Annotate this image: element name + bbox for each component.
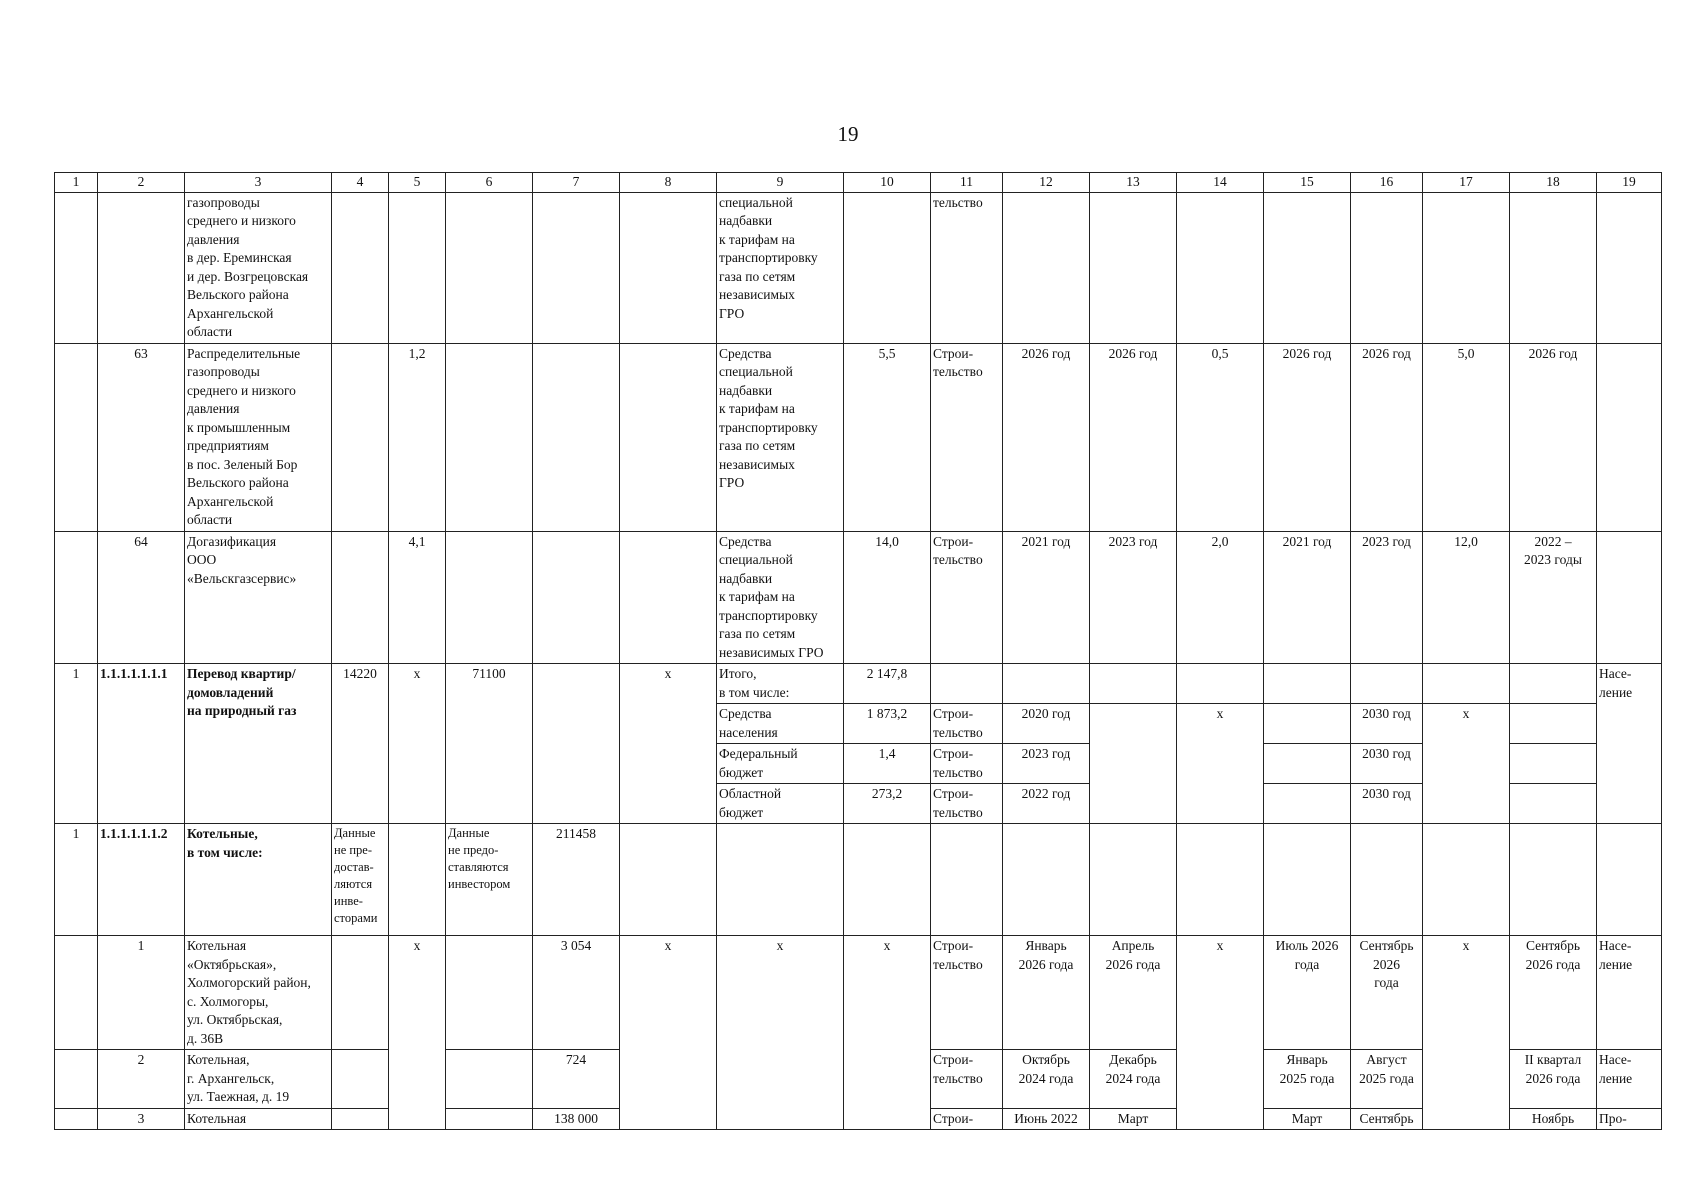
section-code-cell: 1.1.1.1.1.1.2 xyxy=(98,824,185,936)
cell xyxy=(1510,744,1597,784)
object-name-cell: Догазификация ООО «Вельскгазсервис» xyxy=(185,531,332,664)
cell xyxy=(332,192,389,343)
cell xyxy=(1510,784,1597,824)
column-number: 19 xyxy=(1597,173,1662,193)
cell xyxy=(1510,704,1597,744)
cell xyxy=(55,192,98,343)
row-number-cell: 1 xyxy=(98,936,185,1050)
amount-cell: 1 873,2 xyxy=(844,704,931,744)
cell xyxy=(1597,343,1662,531)
date-cell: Сентябрь xyxy=(1351,1108,1423,1130)
column-number: 12 xyxy=(1003,173,1090,193)
cell xyxy=(1177,664,1264,704)
work-type-cell: Строи- тельство xyxy=(931,936,1003,1050)
funding-source-cell: Средства специальной надбавки к тарифам на транспортировку газа по сетям независимых ГРО xyxy=(717,531,844,664)
work-type-cell: Строи- тельство xyxy=(931,343,1003,531)
cell xyxy=(931,824,1003,936)
column-number: 17 xyxy=(1423,173,1510,193)
end-date-cell: Март xyxy=(1090,1108,1177,1130)
cell xyxy=(446,343,533,531)
value-cell: х xyxy=(1177,704,1264,824)
cell xyxy=(1264,824,1351,936)
value-cell: 0,5 xyxy=(1177,343,1264,531)
column-number: 8 xyxy=(620,173,717,193)
cell xyxy=(931,664,1003,704)
beneficiary-cell: Насе- ление xyxy=(1597,1050,1662,1109)
table-row xyxy=(55,936,1662,1050)
date-cell: Август 2025 года xyxy=(1351,1050,1423,1109)
date-cell: 2030 год xyxy=(1351,744,1423,784)
column-number: 3 xyxy=(185,173,332,193)
section-title-cell: Перевод квартир/ домовладений на природный газ xyxy=(185,664,332,824)
cell xyxy=(389,192,446,343)
column-number: 18 xyxy=(1510,173,1597,193)
column-number: 15 xyxy=(1264,173,1351,193)
cell xyxy=(98,192,185,343)
amount-cell: 3 054 xyxy=(533,936,620,1050)
cell xyxy=(1264,192,1351,343)
start-date-cell: 2021 год xyxy=(1003,531,1090,664)
amount-cell: 2 147,8 xyxy=(844,664,931,704)
date-cell: 2026 год xyxy=(1264,343,1351,531)
beneficiary-cell: Про- xyxy=(1597,1108,1662,1130)
date-cell: 2030 год xyxy=(1351,784,1423,824)
value-cell: 5,0 xyxy=(1423,343,1510,531)
cell xyxy=(332,343,389,531)
value-cell: х xyxy=(717,936,844,1130)
amount-cell: 5,5 xyxy=(844,343,931,531)
cell xyxy=(389,824,446,936)
work-type-cell: Строи- xyxy=(931,1108,1003,1130)
date-cell: Июль 2026 года xyxy=(1264,936,1351,1050)
work-type-cell: Строи- тельство xyxy=(931,784,1003,824)
funding-source-cell: Средства населения xyxy=(717,704,844,744)
column-number: 13 xyxy=(1090,173,1177,193)
cell xyxy=(533,343,620,531)
object-name-cell: Котельная «Октябрьская», Холмогорский район, с. Холмогоры, ул. Октябрьская, д. 36В xyxy=(185,936,332,1050)
length-cell: 1,2 xyxy=(389,343,446,531)
funding-source-cell: специальной надбавки к тарифам на транспортировку газа по сетям независимых ГРО xyxy=(717,192,844,343)
column-number: 9 xyxy=(717,173,844,193)
amount-cell: 211458 xyxy=(533,824,620,936)
date-cell: II квартал 2026 года xyxy=(1510,1050,1597,1109)
cell xyxy=(1090,704,1177,824)
work-type-cell: Строи- тельство xyxy=(931,744,1003,784)
section-number-cell: 1 xyxy=(55,664,98,824)
funding-source-cell: Итого, в том числе: xyxy=(717,664,844,704)
date-cell: 2022 – 2023 годы xyxy=(1510,531,1597,664)
table-row xyxy=(55,664,1662,704)
cell xyxy=(1423,824,1510,936)
column-number: 14 xyxy=(1177,173,1264,193)
quantity-cell: 14220 xyxy=(332,664,389,824)
column-number: 7 xyxy=(533,173,620,193)
cell xyxy=(1090,192,1177,343)
column-number: 6 xyxy=(446,173,533,193)
column-number: 2 xyxy=(98,173,185,193)
value-cell: х xyxy=(620,936,717,1130)
cell xyxy=(1090,824,1177,936)
investment-program-table xyxy=(54,172,1662,1130)
amount-cell: 138 000 xyxy=(533,1108,620,1130)
cell xyxy=(1264,784,1351,824)
funding-source-cell: Областной бюджет xyxy=(717,784,844,824)
value-cell: х xyxy=(1177,936,1264,1130)
cell xyxy=(620,192,717,343)
cell xyxy=(332,531,389,664)
cell xyxy=(844,192,931,343)
value-cell: 71100 xyxy=(446,664,533,824)
cell xyxy=(844,824,931,936)
cell xyxy=(533,192,620,343)
cell xyxy=(446,531,533,664)
section-code-cell: 1.1.1.1.1.1.1 xyxy=(98,664,185,824)
value-cell: 2,0 xyxy=(1177,531,1264,664)
section-number-cell: 1 xyxy=(55,824,98,936)
cell xyxy=(1177,192,1264,343)
cell xyxy=(1003,664,1090,704)
start-date-cell: 2026 год xyxy=(1003,343,1090,531)
work-type-cell: Строи- тельство xyxy=(931,1050,1003,1109)
cell xyxy=(533,664,620,824)
cell xyxy=(1510,824,1597,936)
value-cell: х xyxy=(389,936,446,1130)
page-number: 19 xyxy=(837,122,859,146)
cell xyxy=(332,936,389,1050)
cell xyxy=(1510,664,1597,704)
object-name-cell: газопроводы среднего и низкого давления в дер. Ереминская и дер. Возгрецовская Вельского района Архангельской области xyxy=(185,192,332,343)
cell xyxy=(1090,664,1177,704)
cell xyxy=(1264,704,1351,744)
column-number-row xyxy=(55,173,1662,193)
column-number: 4 xyxy=(332,173,389,193)
cell xyxy=(332,1050,389,1109)
table-row xyxy=(55,824,1662,936)
cell xyxy=(55,343,98,531)
row-number-cell: 3 xyxy=(98,1108,185,1130)
object-name-cell: Котельная xyxy=(185,1108,332,1130)
value-cell: х xyxy=(844,936,931,1130)
object-name-cell: Котельная, г. Архангельск, ул. Таежная, д. 19 xyxy=(185,1050,332,1109)
cell xyxy=(620,343,717,531)
cell xyxy=(446,1108,533,1130)
cell xyxy=(446,936,533,1050)
amount-cell: 1,4 xyxy=(844,744,931,784)
date-cell: Сентябрь 2026 года xyxy=(1510,936,1597,1050)
date-cell: 2030 год xyxy=(1351,704,1423,744)
cell xyxy=(1264,744,1351,784)
work-type-cell: тельство xyxy=(931,192,1003,343)
column-number: 16 xyxy=(1351,173,1423,193)
note-cell: Данные не пре- достав- ляются инве- сторами xyxy=(332,824,389,936)
end-date-cell: 2023 год xyxy=(1090,531,1177,664)
cell xyxy=(1597,192,1662,343)
amount-cell: 273,2 xyxy=(844,784,931,824)
start-date-cell: 2020 год xyxy=(1003,704,1090,744)
value-cell: х xyxy=(1423,936,1510,1130)
value-cell: х xyxy=(620,664,717,824)
cell xyxy=(620,531,717,664)
date-cell: Ноябрь xyxy=(1510,1108,1597,1130)
table-row xyxy=(55,343,1662,531)
cell xyxy=(1003,192,1090,343)
work-type-cell: Строи- тельство xyxy=(931,531,1003,664)
table-row xyxy=(55,531,1662,664)
date-cell: 2026 год xyxy=(1351,343,1423,531)
date-cell: Сентябрь 2026 года xyxy=(1351,936,1423,1050)
row-number-cell: 64 xyxy=(98,531,185,664)
start-date-cell: 2023 год xyxy=(1003,744,1090,784)
cell xyxy=(1423,192,1510,343)
value-cell: 12,0 xyxy=(1423,531,1510,664)
cell xyxy=(620,824,717,936)
end-date-cell: Декабрь 2024 года xyxy=(1090,1050,1177,1109)
beneficiary-cell: Насе- ление xyxy=(1597,936,1662,1050)
cell xyxy=(1264,664,1351,704)
beneficiary-cell: Насе- ление xyxy=(1597,664,1662,824)
cell xyxy=(332,1108,389,1130)
row-number-cell: 2 xyxy=(98,1050,185,1109)
cell xyxy=(55,531,98,664)
cell xyxy=(1351,192,1423,343)
cell xyxy=(1597,531,1662,664)
end-date-cell: 2026 год xyxy=(1090,343,1177,531)
funding-source-cell: Средства специальной надбавки к тарифам на транспортировку газа по сетям независимых ГРО xyxy=(717,343,844,531)
column-number: 5 xyxy=(389,173,446,193)
note-cell: Данные не предо- ставляются инвестором xyxy=(446,824,533,936)
end-date-cell: Апрель 2026 года xyxy=(1090,936,1177,1050)
cell xyxy=(1177,824,1264,936)
row-number-cell: 63 xyxy=(98,343,185,531)
start-date-cell: Июнь 2022 xyxy=(1003,1108,1090,1130)
section-title-cell: Котельные, в том числе: xyxy=(185,824,332,936)
column-number: 1 xyxy=(55,173,98,193)
amount-cell: 14,0 xyxy=(844,531,931,664)
funding-source-cell: Федеральный бюджет xyxy=(717,744,844,784)
work-type-cell: Строи- тельство xyxy=(931,704,1003,744)
cell xyxy=(1351,824,1423,936)
cell xyxy=(1423,664,1510,704)
cell xyxy=(533,531,620,664)
cell xyxy=(446,192,533,343)
cell xyxy=(1351,664,1423,704)
cell xyxy=(1597,824,1662,936)
date-cell: 2021 год xyxy=(1264,531,1351,664)
start-date-cell: Октябрь 2024 года xyxy=(1003,1050,1090,1109)
cell xyxy=(717,824,844,936)
value-cell: х xyxy=(1423,704,1510,824)
table-row xyxy=(55,192,1662,343)
date-cell: Март xyxy=(1264,1108,1351,1130)
date-cell: Январь 2025 года xyxy=(1264,1050,1351,1109)
cell xyxy=(446,1050,533,1109)
date-cell: 2026 год xyxy=(1510,343,1597,531)
cell xyxy=(55,1050,98,1109)
cell xyxy=(1003,824,1090,936)
value-cell: х xyxy=(389,664,446,824)
cell xyxy=(55,936,98,1050)
cell xyxy=(1510,192,1597,343)
column-number: 10 xyxy=(844,173,931,193)
start-date-cell: 2022 год xyxy=(1003,784,1090,824)
cell xyxy=(55,1108,98,1130)
column-number: 11 xyxy=(931,173,1003,193)
object-name-cell: Распределительные газопроводы среднего и низкого давления к промышленным предприятиям в пос. Зеленый Бор Вельского района Архангельской области xyxy=(185,343,332,531)
length-cell: 4,1 xyxy=(389,531,446,664)
start-date-cell: Январь 2026 года xyxy=(1003,936,1090,1050)
amount-cell: 724 xyxy=(533,1050,620,1109)
date-cell: 2023 год xyxy=(1351,531,1423,664)
